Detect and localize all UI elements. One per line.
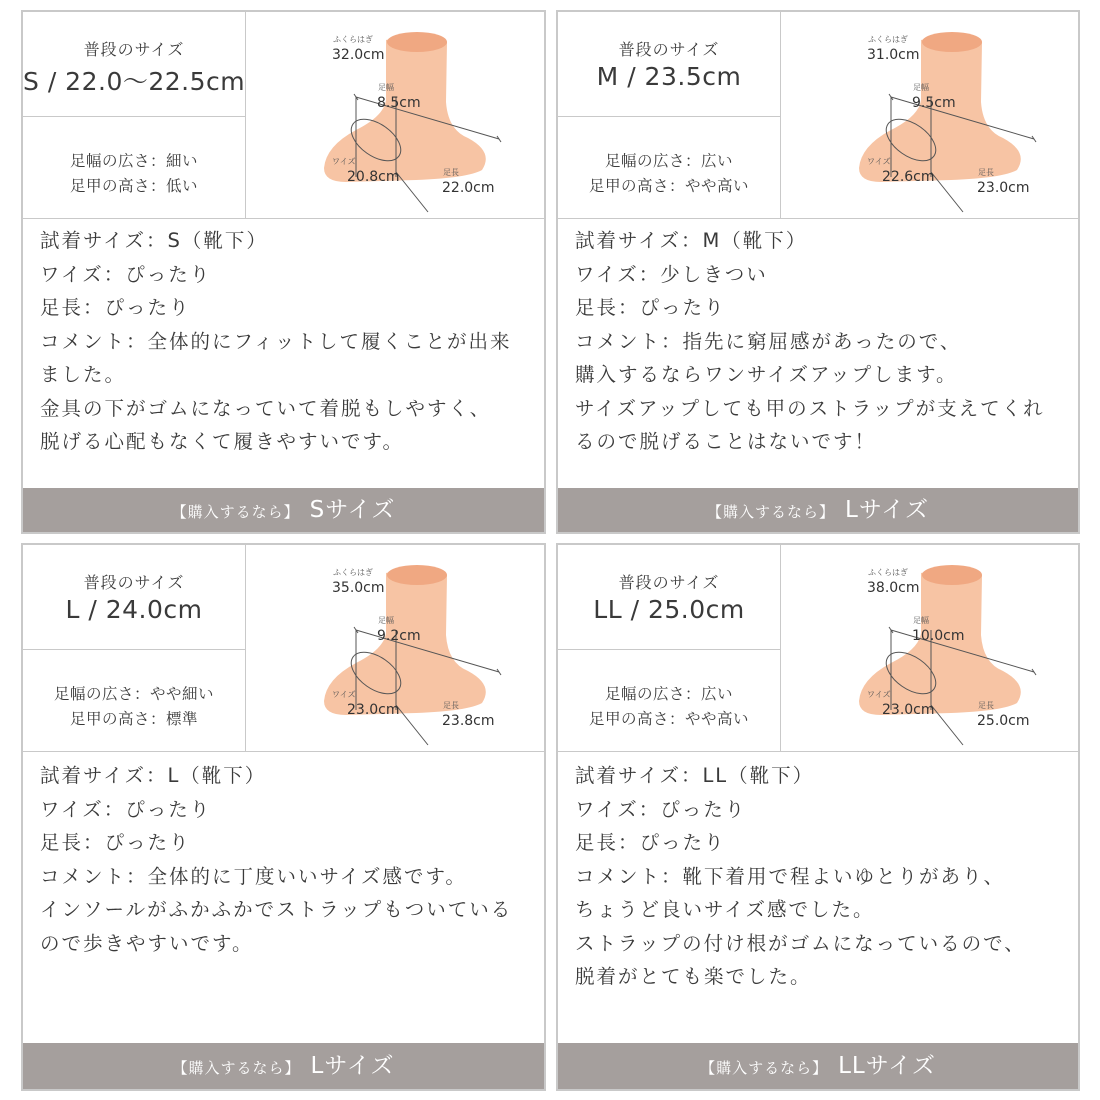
usual-size-value: L / 24.0cm (65, 595, 203, 624)
foot-shape-box (23, 117, 245, 218)
size-card (21, 543, 546, 1091)
card-header (23, 12, 544, 219)
length-value: 25.0cm (977, 713, 1030, 729)
calf-label: ふくらはぎ (868, 568, 908, 577)
recommended-size: Lサイズ (845, 497, 929, 523)
comment-line: 足長：ぴったり (575, 296, 726, 319)
comment-line: 試着サイズ：M（靴下） (575, 229, 808, 252)
length-label: 足長 (443, 168, 459, 177)
foot-diagram (781, 545, 1078, 751)
calf-label: ふくらはぎ (333, 35, 373, 44)
foot-illustration (781, 545, 1077, 751)
wise-label: ワイズ (867, 690, 891, 699)
comment-line: ので歩きやすいです。 (40, 931, 254, 955)
recommendation-bar (558, 488, 1078, 532)
foot-width-desc: 足幅の広さ：広い (604, 685, 733, 703)
comment-line: コメント：指先に窮屈感があったので、 (575, 329, 962, 353)
comment-line: 試着サイズ：S（靴下） (40, 229, 268, 252)
comment-line: コメント：靴下着用で程よいゆとりがあり、 (575, 864, 1006, 888)
wise-value: 22.6cm (882, 169, 935, 185)
usual-size-box (558, 545, 780, 650)
instep-height-desc: 足甲の高さ：標準 (69, 710, 198, 728)
foot-diagram (781, 12, 1078, 218)
card-header (558, 12, 1078, 219)
foot-width-label: 足幅 (913, 616, 929, 625)
recommendation-prefix: 【購入するなら】 (707, 503, 836, 521)
review-comment (40, 759, 534, 960)
foot-diagram (246, 12, 544, 218)
review-comment (575, 759, 1068, 994)
review-comment (40, 224, 534, 459)
recommendation-bar (558, 1043, 1078, 1089)
foot-illustration (781, 12, 1077, 218)
recommended-size: Lサイズ (310, 1053, 395, 1079)
instep-height-desc: 足甲の高さ：やや高い (588, 710, 749, 728)
comment-line: ストラップの付け根がゴムになっているので、 (575, 931, 1026, 955)
calf-top (387, 32, 447, 52)
length-label: 足長 (443, 701, 459, 710)
usual-size-value: LL / 25.0cm (593, 595, 745, 624)
recommendation-bar (23, 1043, 544, 1089)
calf-value: 35.0cm (332, 580, 385, 596)
foot-width-label: 足幅 (913, 83, 929, 92)
comment-line: ました。 (40, 363, 127, 386)
foot-shape-box (23, 650, 245, 751)
comment-line: ワイズ：ぴったり (40, 262, 212, 286)
foot-width-label: 足幅 (378, 616, 394, 625)
foot-width-value: 9.5cm (912, 95, 956, 111)
comment-line: インソールがふかふかでストラップもついている (40, 898, 513, 921)
usual-size-label: 普段のサイズ (83, 573, 185, 592)
recommended-size: LLサイズ (838, 1053, 936, 1079)
foot-width-value: 10.0cm (912, 628, 965, 644)
calf-label: ふくらはぎ (333, 568, 373, 577)
instep-height-desc: 足甲の高さ：低い (69, 177, 198, 195)
usual-size-value: S / 22.0〜22.5cm (23, 67, 246, 96)
wise-value: 20.8cm (347, 169, 400, 185)
comment-line: ワイズ：ぴったり (575, 797, 747, 821)
comment-line: コメント：全体的にフィットして履くことが出来 (40, 329, 512, 353)
wise-label: ワイズ (867, 157, 891, 166)
comment-line: ちょうど良いサイズ感でした。 (575, 898, 875, 921)
comment-line: 脱着がとても楽でした。 (575, 965, 812, 988)
usual-size-box (23, 12, 245, 117)
usual-size-label: 普段のサイズ (83, 40, 185, 59)
wise-label: ワイズ (332, 157, 356, 166)
wise-label: ワイズ (332, 690, 356, 699)
instep-height-desc: 足甲の高さ：やや高い (588, 177, 749, 195)
recommendation-prefix: 【購入するなら】 (700, 1059, 829, 1077)
recommendation-bar (23, 488, 544, 532)
usual-size-label: 普段のサイズ (618, 573, 720, 592)
foot-width-value: 9.2cm (377, 628, 421, 644)
calf-value: 32.0cm (332, 47, 385, 63)
comment-line: 購入するならワンサイズアップします。 (575, 363, 958, 386)
foot-width-desc: 足幅の広さ：広い (604, 152, 733, 170)
size-card (556, 10, 1080, 534)
comment-line: 金具の下がゴムになっていて着脱もしやすく、 (40, 396, 492, 420)
comment-line: 足長：ぴったり (575, 831, 726, 854)
wise-value: 23.0cm (347, 702, 400, 718)
foot-diagram (246, 545, 544, 751)
card-header (23, 545, 544, 752)
usual-size-box (23, 545, 245, 650)
comment-line: ワイズ：少しきつい (575, 262, 768, 286)
length-label: 足長 (978, 168, 994, 177)
calf-value: 38.0cm (867, 580, 920, 596)
foot-illustration (246, 545, 542, 751)
review-comment (575, 224, 1068, 459)
foot-width-label: 足幅 (378, 83, 394, 92)
usual-size-box (558, 12, 780, 117)
usual-size-value: M / 23.5cm (596, 62, 742, 91)
comment-line: 試着サイズ：LL（靴下） (575, 764, 815, 787)
profile-panel (23, 12, 246, 218)
foot-width-desc: 足幅の広さ：細い (69, 152, 198, 170)
calf-value: 31.0cm (867, 47, 920, 63)
size-card (21, 10, 546, 534)
calf-top (387, 565, 447, 585)
foot-shape-box (558, 117, 780, 218)
recommended-size: Sサイズ (309, 497, 396, 523)
foot-illustration (246, 12, 542, 218)
card-header (558, 545, 1078, 752)
calf-top (922, 565, 982, 585)
calf-top (922, 32, 982, 52)
comment-line: サイズアップしても甲のストラップが支えてくれ (575, 396, 1045, 420)
length-value: 23.0cm (977, 180, 1030, 196)
comment-line: るので脱げることはないです！ (575, 430, 877, 453)
length-value: 23.8cm (442, 713, 495, 729)
foot-width-desc: 足幅の広さ：やや細い (53, 685, 214, 703)
comment-line: 試着サイズ：L（靴下） (40, 764, 267, 787)
usual-size-label: 普段のサイズ (618, 40, 720, 59)
comment-line: 足長：ぴったり (40, 296, 191, 319)
wise-value: 23.0cm (882, 702, 935, 718)
profile-panel (23, 545, 246, 751)
profile-panel (558, 545, 781, 751)
foot-width-value: 8.5cm (377, 95, 421, 111)
foot-shape-box (558, 650, 780, 751)
comment-line: コメント：全体的に丁度いいサイズ感です。 (40, 864, 467, 888)
comment-line: 脱げる心配もなくて履きやすいです。 (40, 430, 404, 453)
recommendation-prefix: 【購入するなら】 (171, 503, 300, 521)
recommendation-prefix: 【購入するなら】 (172, 1059, 301, 1077)
length-value: 22.0cm (442, 180, 495, 196)
profile-panel (558, 12, 781, 218)
comment-line: ワイズ：ぴったり (40, 797, 212, 821)
length-label: 足長 (978, 701, 994, 710)
calf-label: ふくらはぎ (868, 35, 908, 44)
size-card (556, 543, 1080, 1091)
comment-line: 足長：ぴったり (40, 831, 191, 854)
